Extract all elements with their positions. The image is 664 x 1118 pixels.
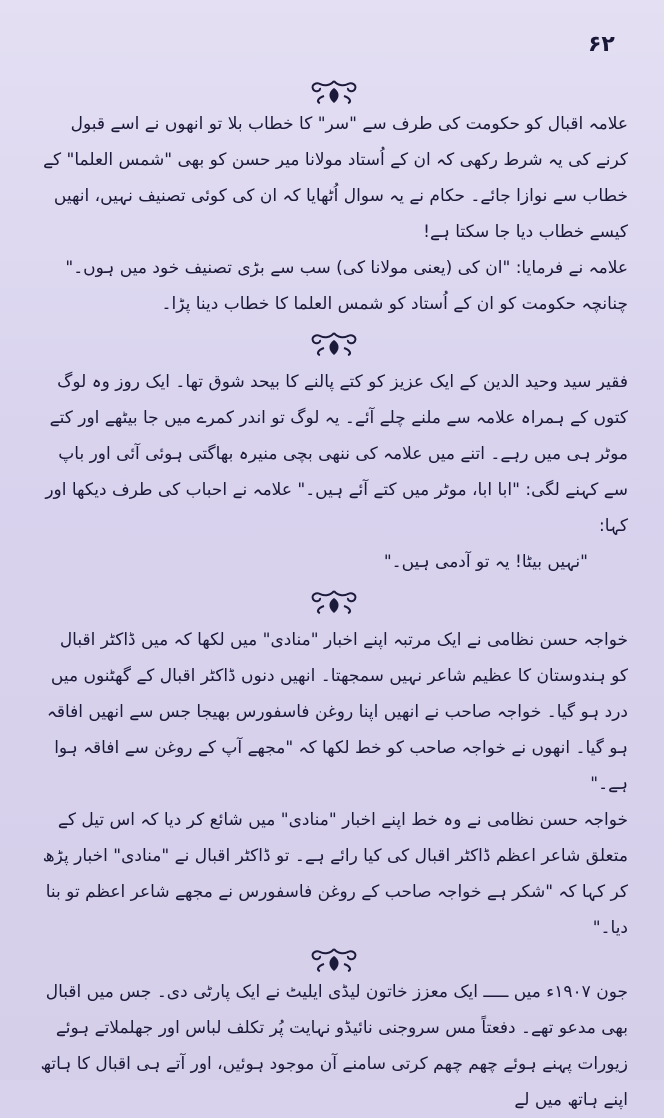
ornament-divider-icon bbox=[304, 330, 364, 358]
paragraph: خواجہ حسن نظامی نے وہ خط اپنے اخبار "منادی" میں شائع کر دیا کہ اس تیل کے متعلق شاعر اعظم ڈاکٹر اقبال کی کیا رائے ہے۔ تو ڈاکٹر اقبال نے "منادی" اخبار پڑھ کر کہا کہ "شکر ہے خواجہ صاحب کے روغن فاسفورس نے مجھے شاعر اعظم تو بنا دیا۔" bbox=[42, 810, 628, 938]
paragraph: چنانچہ حکومت کو ان کے اُستاد کو شمس العلما کا خطاب دینا پڑا۔ bbox=[161, 294, 628, 314]
quote-line: "نہیں بیٹا! یہ تو آدمی ہیں۔" bbox=[383, 552, 588, 572]
paragraph: خواجہ حسن نظامی نے ایک مرتبہ اپنے اخبار "منادی" میں لکھا کہ میں ڈاکٹر اقبال کو ہندوستان کا عظیم شاعر نہیں سمجھتا۔ انھیں دنوں ڈاکٹر اقبال کے گھٹنوں میں درد ہو گیا۔ خواجہ صاحب نے انھیں اپنا روغن فاسفورس بھیجا جس سے انھیں افاقہ ہو گیا۔ انھوں نے خواجہ صاحب کو خط لکھا کہ "مجھے آپ کے روغن سے افاقہ ہوا ہے۔" bbox=[46, 630, 628, 794]
paragraph: فقیر سید وحید الدین کے ایک عزیز کو کتے پالنے کا بیحد شوق تھا۔ ایک روز وہ لوگ کتوں کے ہمراہ علامہ سے ملنے چلے آئے۔ یہ لوگ تو اندر کمرے میں جا بیٹھے اور کتے موٹر ہی میں رہے۔ اتنے میں علامہ کی ننھی بچی منیرہ بھاگتی ہوئی آئی اور باپ سے کہنے لگی: "ابا ابا، موٹر میں کتے آئے ہیں۔" علامہ نے احباب کی طرف دیکھا اور کہا: bbox=[45, 372, 628, 536]
paragraph: علامہ نے فرمایا: "ان کی (یعنی مولانا کی) سب سے بڑی تصنیف خود میں ہوں۔" bbox=[65, 258, 628, 278]
page-body bbox=[40, 78, 628, 1118]
section-3 bbox=[40, 622, 628, 946]
section-4 bbox=[40, 974, 628, 1118]
page-number: ۶۲ bbox=[588, 32, 615, 57]
ornament-divider-icon bbox=[304, 588, 364, 616]
section-2 bbox=[40, 364, 628, 580]
ornament-divider-icon bbox=[304, 78, 364, 106]
paragraph: علامہ اقبال کو حکومت کی طرف سے "سر" کا خطاب بلا تو انھوں نے اسے قبول کرنے کی یہ شرط رکھی کہ ان کے اُستاد مولانا میر حسن کو بھی "شمس العلما" کے خطاب سے نوازا جائے۔ حکام نے یہ سوال اُٹھایا کہ ان کی کوئی تصنیف نہیں، انھیں کیسے خطاب دیا جا سکتا ہے! bbox=[43, 114, 628, 242]
paragraph: جون ۱۹۰۷ء میں ـــــ ایک معزز خاتون لیڈی ایلیٹ نے ایک پارٹی دی۔ جس میں اقبال بھی مدعو تھے۔ دفعتاً مس سروجنی نائیڈو نہایت پُر تکلف لباس اور جھلملاتے ہوئے زیورات پہنے ہوئے چھم چھم کرتی سامنے آن موجود ہوئیں، اور آتے ہی اقبال کا ہاتھ اپنے ہاتھ میں لے bbox=[40, 982, 628, 1110]
section-1 bbox=[40, 106, 628, 322]
ornament-divider-icon bbox=[304, 946, 364, 974]
